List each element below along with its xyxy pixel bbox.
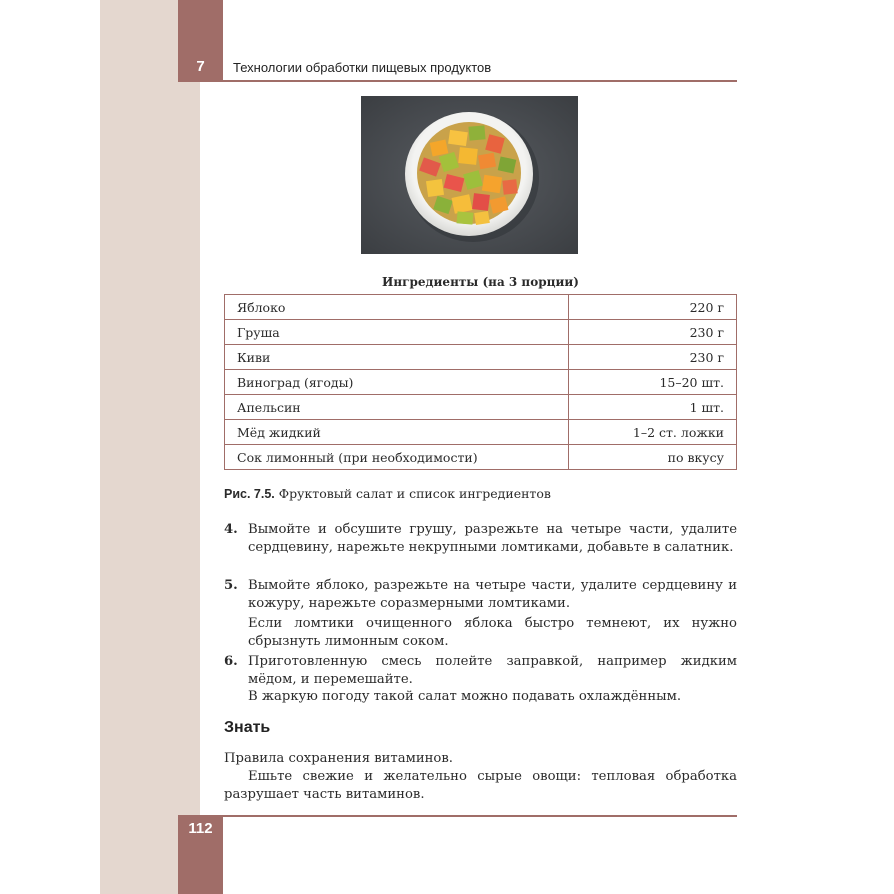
- ingredient-name: Яблоко: [225, 295, 569, 320]
- table-row: [225, 445, 737, 470]
- caption-label: Рис. 7.5.: [224, 487, 275, 501]
- ingredient-amount: по вкусу: [569, 445, 737, 470]
- know-line-2: Ешьте свежие и желательно сырые овощи: тепловая обработка разрушает часть витаминов.: [224, 769, 737, 802]
- ingredient-name: Груша: [225, 320, 569, 345]
- ingredient-amount: 230 г: [569, 320, 737, 345]
- step-note: В жаркую погоду такой салат можно подавать охлаждённым.: [248, 689, 682, 704]
- chapter-number: 7: [196, 58, 205, 75]
- ingredient-amount: 230 г: [569, 345, 737, 370]
- step-number: 5.: [224, 578, 238, 593]
- step-note: Если ломтики очищенного яблока быстро темнеют, их нужно сбрызнуть лимонным соком.: [248, 616, 737, 649]
- ingredients-table: [224, 294, 737, 470]
- step-6: [224, 653, 737, 706]
- ingredient-name: Сок лимонный (при необходимости): [225, 445, 569, 470]
- running-title: Технологии обработки пищевых продуктов: [233, 60, 492, 75]
- ingredient-name: Киви: [225, 345, 569, 370]
- table-row: [225, 320, 737, 345]
- table-row: [225, 370, 737, 395]
- footer-rule: [178, 815, 737, 817]
- ingredient-name: Апельсин: [225, 395, 569, 420]
- table-title: Ингредиенты (на 3 порции): [382, 275, 579, 289]
- table-row: [225, 395, 737, 420]
- ingredient-name: Виноград (ягоды): [225, 370, 569, 395]
- step-5: [224, 577, 737, 650]
- table-row: [225, 345, 737, 370]
- header-rule: [178, 80, 737, 82]
- step-number: 4.: [224, 522, 238, 537]
- step-text: Вымойте яблоко, разрежьте на четыре части, удалите сердцевину и кожуру, нарежьте соразмерными ломтиками.: [248, 578, 737, 611]
- step-number: 6.: [224, 654, 238, 669]
- step-text: Вымойте и обсушите грушу, разрежьте на четыре части, удалите сердцевину, нарежьте некрупными ломтиками, добавьте в салатник.: [248, 522, 737, 555]
- margin-band: [100, 0, 200, 894]
- step-text: Приготовленную смесь полейте заправкой, например жидким мёдом, и перемешайте.: [248, 654, 737, 687]
- table-row: [225, 420, 737, 445]
- ingredient-name: Мёд жидкий: [225, 420, 569, 445]
- caption-text: Фруктовый салат и список ингредиентов: [278, 486, 551, 501]
- ingredient-amount: 1 шт.: [569, 395, 737, 420]
- fruit-salad-photo: [361, 96, 578, 254]
- ingredient-amount: 220 г: [569, 295, 737, 320]
- ingredient-amount: 1–2 ст. ложки: [569, 420, 737, 445]
- table-row: [225, 295, 737, 320]
- know-heading: Знать: [224, 719, 271, 736]
- know-line-1: Правила сохранения витаминов.: [224, 751, 453, 766]
- page-number: 112: [188, 820, 213, 837]
- ingredient-amount: 15–20 шт.: [569, 370, 737, 395]
- step-4: [224, 521, 737, 556]
- figure-caption: [224, 486, 551, 501]
